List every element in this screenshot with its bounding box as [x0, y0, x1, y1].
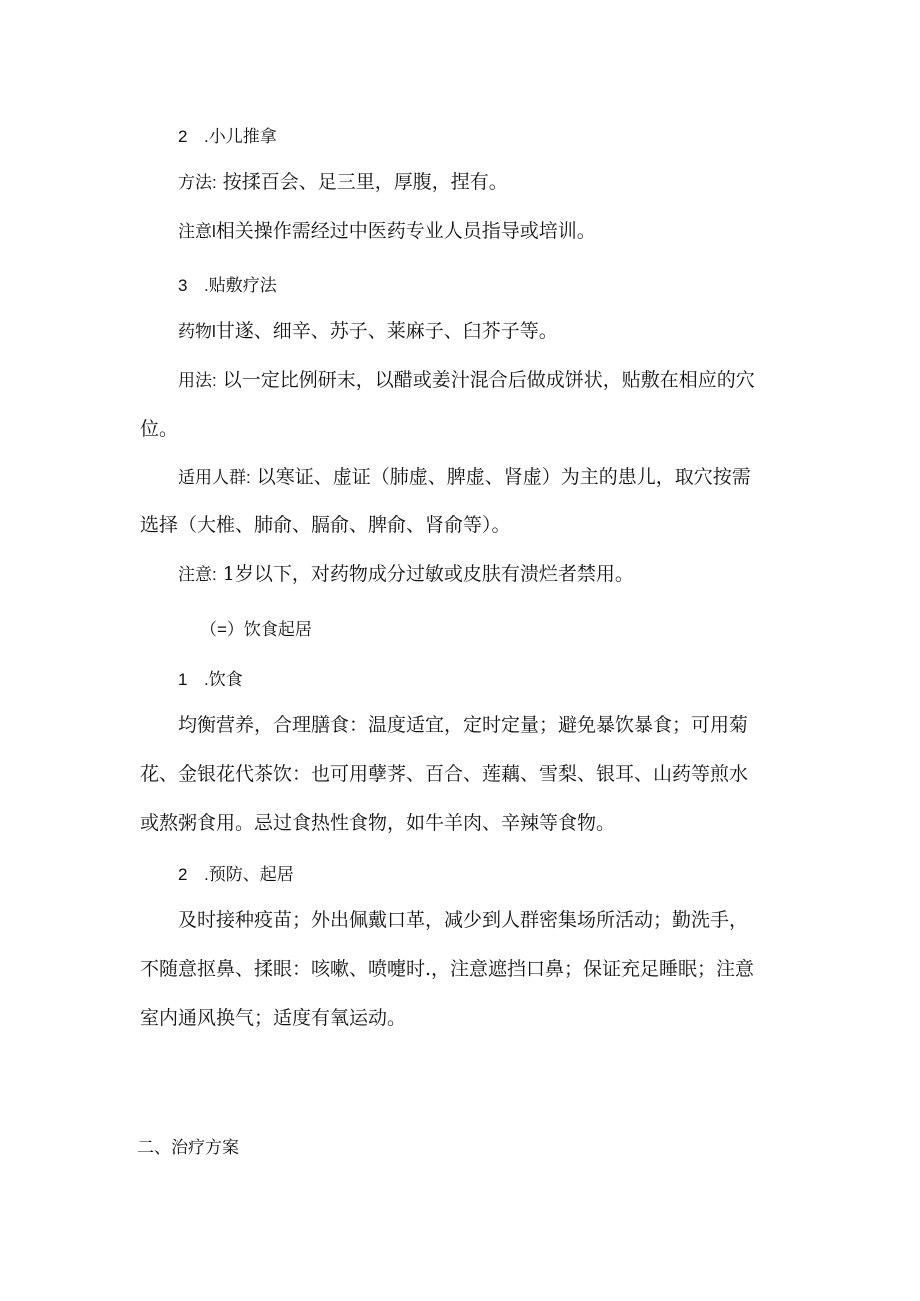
plaster-drug: [178, 322, 828, 341]
heading-number: 2: [178, 127, 188, 146]
group-label: 适用人群:: [178, 468, 251, 487]
heading-tuina: [178, 128, 828, 145]
prevent-line-1: 及时接种疫苗；外出佩戴口革，减少到人群密集场所活动；勤洗手，: [178, 909, 749, 931]
note-label: 注意l: [178, 222, 216, 241]
caution-text: 1岁以下，对药物成分过敏或皮肤有溃烂者禁用。: [222, 563, 634, 585]
heading-title: .小儿推拿: [204, 127, 277, 146]
prevent-line-3: 室内通风换气；适度有氧运动。: [140, 1007, 407, 1029]
heading-title: .贴敷疗法: [204, 276, 277, 295]
heading-plaster: [178, 277, 828, 294]
heading-diet: [178, 671, 828, 688]
usage-text: 以一定比例研末，以醋或姜汁混合后做成饼状，贴敷在相应的穴: [222, 369, 755, 391]
heading-number: 1: [178, 670, 188, 689]
plaster-group-line-2: 选择（大椎、肺俞、膈俞、脾俞、肾俞等）。: [140, 514, 511, 536]
caution-label: 注意:: [178, 565, 217, 584]
plaster-caution: [178, 565, 828, 584]
drug-text: 甘遂、细辛、苏子、莱麻子、臼芥子等。: [215, 320, 558, 342]
note-text: 相关操作需经过中医药专业人员指导或培训。: [215, 220, 596, 242]
heading-title: .饮食: [204, 670, 243, 689]
heading-number: 2: [178, 865, 188, 884]
plaster-usage-line-2: 位。: [140, 418, 179, 440]
diet-line-1: 均衡营养，合理膳食：温度适宜，定时定量；避免暴饮暴食；可用菊: [178, 714, 749, 736]
method-label: 方法:: [178, 173, 217, 192]
heading-title: .预防、起居: [204, 865, 294, 884]
diet-line-3: 或熬粥食用。忌过食热性食物，如牛羊肉、辛辣等食物。: [140, 812, 616, 834]
heading-number: 3: [178, 276, 188, 295]
tuina-note: [178, 222, 828, 241]
heading-treatment: 二、治疗方案: [137, 1138, 239, 1157]
plaster-usage-line-1: [178, 371, 828, 390]
diet-line-2: 花、金银花代茶饮：也可用孽荠、百合、莲藕、雪梨、银耳、山药等煎水: [140, 763, 749, 785]
heading-diet-life: （=）饮食起居: [200, 620, 312, 639]
prevent-line-2: 不随意抠鼻、揉眼：咳嗽、喷嚏时.，注意遮挡口鼻；保证充足睡眠；注意: [140, 958, 755, 980]
method-text: 按揉百会、足三里，厚腹，捏有。: [222, 171, 508, 193]
tuina-method: [178, 173, 828, 192]
group-text: 以寒证、虚证（肺虚、脾虚、肾虚）为主的患儿，取穴按需: [256, 466, 751, 488]
usage-label: 用法:: [178, 371, 217, 390]
heading-prevent: [178, 866, 828, 883]
drug-label: 药物l: [178, 322, 216, 341]
plaster-group-line-1: [178, 468, 828, 487]
